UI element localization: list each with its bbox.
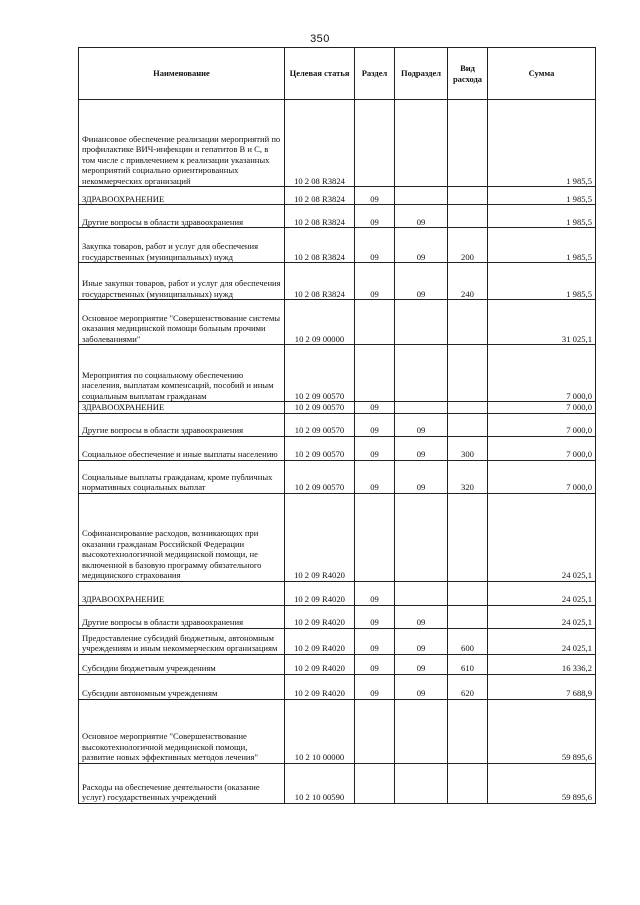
row-section	[355, 699, 395, 763]
table-row	[79, 699, 596, 763]
row-expense-type	[448, 402, 488, 414]
row-name: Софинансирование расходов, возникающих при оказании гражданам Российской Федерации высокотехнологичной медицинской помощи, не включенной в базовую программу обязательного медицинского страхования	[79, 493, 285, 581]
row-code: 10 2 09 00570	[285, 413, 355, 436]
row-name: Субсидии бюджетным учреждениям	[79, 654, 285, 674]
row-subsection: 09	[395, 413, 448, 436]
table-row	[79, 460, 596, 493]
row-section: 09	[355, 674, 395, 699]
row-sum: 1 985,5	[488, 228, 596, 263]
page-number: 350	[310, 33, 330, 45]
row-section	[355, 300, 395, 345]
row-name: Закупка товаров, работ и услуг для обеспечения государственных (муниципальных) нужд	[79, 228, 285, 263]
table-body	[79, 100, 596, 804]
row-sum: 1 985,5	[488, 263, 596, 300]
row-expense-type	[448, 763, 488, 803]
row-name: Основное мероприятие "Совершенствование высокотехнологичной медицинской помощи, развитие новых эффективных методов лечения"	[79, 699, 285, 763]
row-sum: 16 336,2	[488, 654, 596, 674]
row-name: Мероприятия по социальному обеспечению населения, выплатам компенсаций, пособий и иным социальным выплатам гражданам	[79, 345, 285, 402]
row-name: Другие вопросы в области здравоохранения	[79, 205, 285, 228]
row-expense-type	[448, 205, 488, 228]
table-row	[79, 300, 596, 345]
row-sum: 7 000,0	[488, 402, 596, 414]
row-section: 09	[355, 436, 395, 460]
table-row	[79, 263, 596, 300]
row-section: 09	[355, 402, 395, 414]
row-sum: 24 025,1	[488, 493, 596, 581]
row-sum: 59 895,6	[488, 699, 596, 763]
row-name: ЗДРАВООХРАНЕНИЕ	[79, 581, 285, 605]
row-code: 10 2 08 R3824	[285, 228, 355, 263]
row-name: Социальные выплаты гражданам, кроме публичных нормативных социальных выплат	[79, 460, 285, 493]
row-expense-type	[448, 493, 488, 581]
row-code: 10 2 10 00000	[285, 699, 355, 763]
row-section: 09	[355, 460, 395, 493]
row-expense-type: 620	[448, 674, 488, 699]
row-expense-type	[448, 413, 488, 436]
table-header	[79, 48, 596, 100]
table-row	[79, 345, 596, 402]
row-sum: 24 025,1	[488, 628, 596, 654]
row-expense-type	[448, 699, 488, 763]
row-sum: 59 895,6	[488, 763, 596, 803]
row-section	[355, 763, 395, 803]
row-code: 10 2 09 R4020	[285, 628, 355, 654]
table-row	[79, 205, 596, 228]
row-sum: 7 688,9	[488, 674, 596, 699]
row-section: 09	[355, 205, 395, 228]
header-code: Целевая статья	[285, 48, 355, 100]
table-row	[79, 100, 596, 187]
row-expense-type	[448, 100, 488, 187]
header-subsection: Подраздел	[395, 48, 448, 100]
row-sum: 1 985,5	[488, 100, 596, 187]
row-subsection: 09	[395, 436, 448, 460]
table-row	[79, 581, 596, 605]
row-expense-type: 600	[448, 628, 488, 654]
row-section: 09	[355, 187, 395, 205]
row-sum: 1 985,5	[488, 187, 596, 205]
row-subsection: 09	[395, 205, 448, 228]
header-section: Раздел	[355, 48, 395, 100]
row-name: Социальное обеспечение и иные выплаты населению	[79, 436, 285, 460]
row-code: 10 2 08 R3824	[285, 187, 355, 205]
budget-table	[78, 47, 596, 804]
row-code: 10 2 09 R4020	[285, 605, 355, 628]
row-expense-type	[448, 345, 488, 402]
table-row	[79, 402, 596, 414]
row-expense-type: 300	[448, 436, 488, 460]
row-section	[355, 100, 395, 187]
row-expense-type	[448, 187, 488, 205]
row-name: Другие вопросы в области здравоохранения	[79, 605, 285, 628]
row-section: 09	[355, 581, 395, 605]
row-name: Предоставление субсидий бюджетным, автономным учреждениям и иным некоммерческим организациям	[79, 628, 285, 654]
row-code: 10 2 08 R3824	[285, 100, 355, 187]
table-row	[79, 605, 596, 628]
row-subsection: 09	[395, 605, 448, 628]
row-section: 09	[355, 628, 395, 654]
row-sum: 7 000,0	[488, 460, 596, 493]
row-subsection: 09	[395, 228, 448, 263]
row-subsection	[395, 187, 448, 205]
row-subsection	[395, 402, 448, 414]
row-subsection: 09	[395, 263, 448, 300]
row-subsection: 09	[395, 628, 448, 654]
row-subsection	[395, 493, 448, 581]
table-row	[79, 654, 596, 674]
row-code: 10 2 09 00570	[285, 402, 355, 414]
table-row	[79, 187, 596, 205]
row-section: 09	[355, 413, 395, 436]
row-expense-type: 320	[448, 460, 488, 493]
row-name: Расходы на обеспечение деятельности (оказание услуг) государственных учреждений	[79, 763, 285, 803]
table-row	[79, 413, 596, 436]
row-expense-type: 610	[448, 654, 488, 674]
table-row	[79, 763, 596, 803]
row-code: 10 2 10 00590	[285, 763, 355, 803]
row-subsection: 09	[395, 654, 448, 674]
row-code: 10 2 09 00570	[285, 436, 355, 460]
row-subsection	[395, 763, 448, 803]
table-row	[79, 628, 596, 654]
row-name: ЗДРАВООХРАНЕНИЕ	[79, 187, 285, 205]
row-code: 10 2 09 R4020	[285, 654, 355, 674]
row-name: Субсидии автономным учреждениям	[79, 674, 285, 699]
row-section: 09	[355, 263, 395, 300]
row-expense-type	[448, 300, 488, 345]
row-code: 10 2 08 R3824	[285, 205, 355, 228]
header-sum: Сумма	[488, 48, 596, 100]
row-code: 10 2 09 00000	[285, 300, 355, 345]
row-name: Финансовое обеспечение реализации мероприятий по профилактике ВИЧ-инфекции и гепатитов В и С, в том числе с привлечением к реализации указанных мероприятий социально ориентированных некоммерческих организаций	[79, 100, 285, 187]
row-sum: 7 000,0	[488, 345, 596, 402]
table-row	[79, 436, 596, 460]
row-expense-type: 240	[448, 263, 488, 300]
row-subsection	[395, 100, 448, 187]
row-subsection: 09	[395, 674, 448, 699]
row-section: 09	[355, 605, 395, 628]
header-name: Наименование	[79, 48, 285, 100]
row-subsection	[395, 300, 448, 345]
row-code: 10 2 09 00570	[285, 345, 355, 402]
row-expense-type: 200	[448, 228, 488, 263]
row-subsection	[395, 699, 448, 763]
row-name: Другие вопросы в области здравоохранения	[79, 413, 285, 436]
row-sum: 24 025,1	[488, 605, 596, 628]
row-name: Основное мероприятие "Совершенствование системы оказания медицинской помощи больным прочими заболеваниями"	[79, 300, 285, 345]
table-row	[79, 674, 596, 699]
row-code: 10 2 09 R4020	[285, 674, 355, 699]
table-row	[79, 493, 596, 581]
row-code: 10 2 09 00570	[285, 460, 355, 493]
row-section: 09	[355, 654, 395, 674]
row-section	[355, 345, 395, 402]
row-sum: 7 000,0	[488, 436, 596, 460]
row-code: 10 2 09 R4020	[285, 581, 355, 605]
row-name: Иные закупки товаров, работ и услуг для обеспечения государственных (муниципальных) нужд	[79, 263, 285, 300]
row-code: 10 2 08 R3824	[285, 263, 355, 300]
row-sum: 7 000,0	[488, 413, 596, 436]
row-subsection	[395, 581, 448, 605]
row-subsection: 09	[395, 460, 448, 493]
row-code: 10 2 09 R4020	[285, 493, 355, 581]
row-section	[355, 493, 395, 581]
row-sum: 31 025,1	[488, 300, 596, 345]
row-name: ЗДРАВООХРАНЕНИЕ	[79, 402, 285, 414]
row-expense-type	[448, 605, 488, 628]
header-expense-type: Вид расхода	[448, 48, 488, 100]
table-row	[79, 228, 596, 263]
row-expense-type	[448, 581, 488, 605]
row-section: 09	[355, 228, 395, 263]
row-sum: 24 025,1	[488, 581, 596, 605]
row-sum: 1 985,5	[488, 205, 596, 228]
row-subsection	[395, 345, 448, 402]
